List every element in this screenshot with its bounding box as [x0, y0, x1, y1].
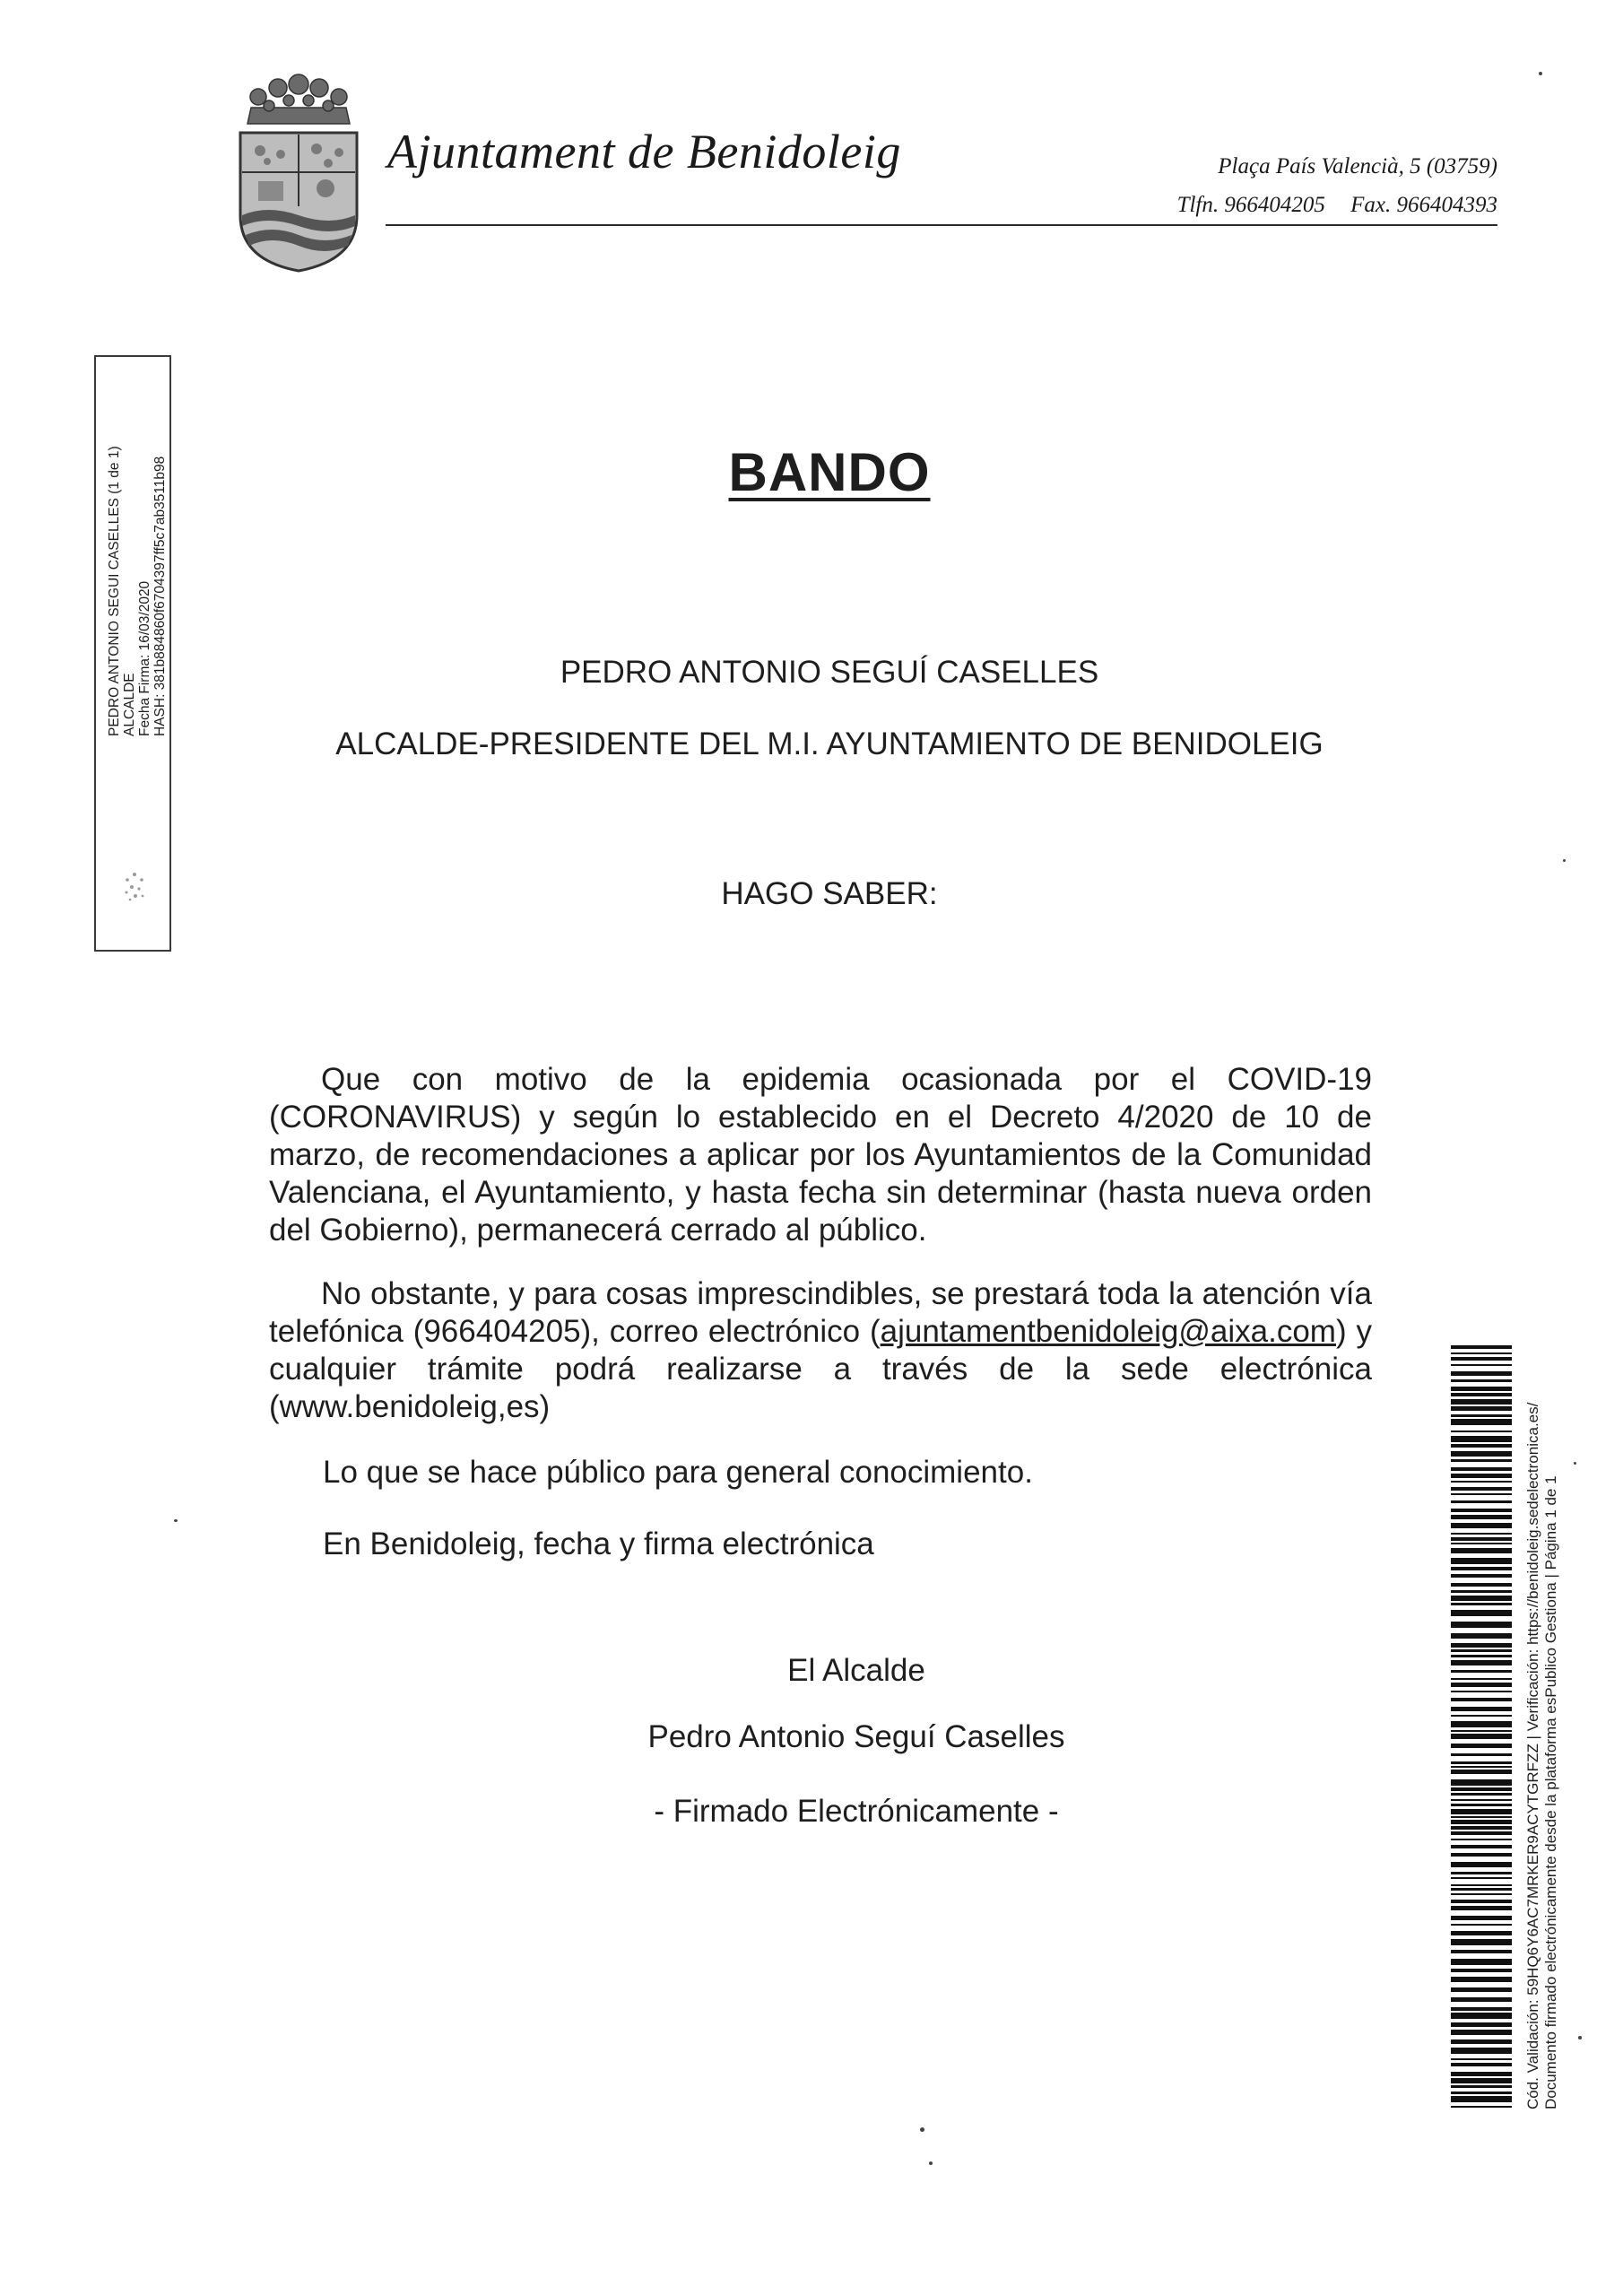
barcode-bar: [1451, 2039, 1512, 2044]
barcode-bar: [1451, 1877, 1512, 1879]
barcode-bar: [1451, 1900, 1512, 1903]
barcode-bar: [1451, 1816, 1512, 1818]
barcode-bar: [1451, 1997, 1512, 2002]
barcode-bar: [1451, 1387, 1512, 1391]
barcode-bar: [1451, 1583, 1512, 1587]
validation-footer: [1524, 1403, 1560, 2109]
barcode-bar: [1451, 2048, 1512, 2054]
barcode-bar: [1451, 1730, 1512, 1732]
barcode-bar: [1451, 2106, 1512, 2108]
barcode-bar: [1451, 1987, 1512, 1992]
fax-number: 966404393: [1396, 193, 1497, 217]
scan-speck: [1578, 2036, 1582, 2039]
barcode-bar: [1451, 1379, 1512, 1382]
place-date-statement: En Benidoleig, fecha y firma electrónica: [323, 1526, 874, 1561]
barcode-bar: [1451, 1906, 1512, 1910]
closing-statement: Lo que se hace público para general conocimiento.: [323, 1455, 1033, 1490]
barcode-bar: [1451, 1523, 1512, 1528]
barcode-bar: [1451, 2058, 1512, 2060]
stamp-line: Fecha Firma: 16/03/2020: [137, 580, 152, 736]
barcode-bar: [1451, 1487, 1512, 1491]
barcode-bar: [1451, 2085, 1512, 2088]
barcode-bar: [1451, 1444, 1512, 1448]
signature-method: - Firmado Electrónicamente -: [654, 1794, 1059, 1829]
barcode-bar: [1451, 1939, 1512, 1945]
barcode-bar: [1451, 1537, 1512, 1541]
barcode-bar: [1451, 1787, 1512, 1791]
barcode-bar: [1451, 1467, 1512, 1471]
signatory-name: Pedro Antonio Seguí Caselles: [647, 1719, 1065, 1754]
barcode-bar: [1451, 1596, 1512, 1601]
barcode-bar: [1451, 2072, 1512, 2076]
municipality-name: Ajuntament de Benidoleig: [387, 125, 901, 178]
barcode-bar: [1451, 1622, 1512, 1628]
barcode-bar: [1451, 1916, 1512, 1920]
barcode-bar: [1451, 1799, 1512, 1801]
header-divider: [386, 224, 1497, 226]
barcode-icon: [1451, 1345, 1512, 2108]
phone-label: Tlfn.: [1176, 193, 1219, 217]
barcode-bar: [1451, 1459, 1512, 1462]
phone-number: 966404205: [1224, 193, 1325, 217]
barcode-bar: [1451, 1670, 1512, 1673]
barcode-bar: [1451, 1533, 1512, 1535]
fax-label: Fax.: [1350, 193, 1392, 217]
paragraph-text: Que con motivo de la epidemia ocasionada por el COVID-19 (CORONAVIRUS) y según lo establecido en el Decreto 4/2020 de 10 de marzo, de recomendaciones a aplicar por los Ayuntamientos de la Comunidad Valenciana, el Ayuntamiento, y hasta fecha sin determinar (hasta nueva orden del Gobierno), permanecerá cerrado al público.: [269, 1062, 1372, 1248]
barcode-bar: [1451, 1950, 1512, 1953]
barcode-bar: [1451, 1414, 1512, 1417]
announcement-heading: HAGO SABER:: [721, 876, 938, 911]
platform-note: Documento firmado electrónicamente desde la plataforma esPublico Gestiona | Página 1 de 1: [1542, 1475, 1559, 2109]
barcode-bar: [1451, 1683, 1512, 1687]
barcode-bar: [1451, 1500, 1512, 1503]
barcode-bar: [1451, 1698, 1512, 1701]
barcode-bar: [1451, 1734, 1512, 1739]
barcode-bar: [1451, 1515, 1512, 1519]
barcode-bar: [1451, 1845, 1512, 1848]
barcode-bar: [1451, 1655, 1512, 1657]
barcode-bar: [1451, 1766, 1512, 1768]
body-paragraph: [269, 1061, 1372, 1249]
barcode-bar: [1451, 1820, 1512, 1824]
barcode-bar: [1451, 2030, 1512, 2035]
barcode-bar: [1451, 1574, 1512, 1578]
scan-speck: [1563, 859, 1566, 862]
barcode-bar: [1451, 1603, 1512, 1605]
barcode-bar: [1451, 1649, 1512, 1652]
barcode-bar: [1451, 1419, 1512, 1425]
barcode-bar: [1451, 1543, 1512, 1544]
barcode-bar: [1451, 1744, 1512, 1748]
barcode-bar: [1451, 1721, 1512, 1727]
barcode-bar: [1451, 1678, 1512, 1680]
barcode-bar: [1451, 1431, 1512, 1432]
stamp-line: ALCALDE: [122, 673, 137, 736]
barcode-bar: [1451, 1779, 1512, 1786]
barcode-bar: [1451, 1352, 1512, 1354]
barcode-bar: [1451, 1839, 1512, 1840]
barcode-bar: [1451, 1345, 1512, 1349]
barcode-bar: [1451, 1831, 1512, 1835]
scan-speck: [1574, 1462, 1576, 1465]
barcode-bar: [1451, 1793, 1512, 1796]
scan-speck: [929, 2161, 933, 2165]
barcode-bar: [1451, 1660, 1512, 1665]
barcode-bar: [1451, 1610, 1512, 1616]
barcode-bar: [1451, 1436, 1512, 1442]
barcode-bar: [1451, 2007, 1512, 2011]
barcode-bar: [1451, 1481, 1512, 1483]
barcode-bar: [1451, 1969, 1512, 1972]
barcode-bar: [1451, 1761, 1512, 1764]
barcode-bar: [1451, 1371, 1512, 1376]
contact-line: [1177, 193, 1497, 218]
barcode-bar: [1451, 1707, 1512, 1711]
barcode-bar: [1451, 1691, 1512, 1692]
barcode-bar: [1451, 1364, 1512, 1366]
issuer-role: ALCALDE-PRESIDENTE DEL M.I. AYUNTAMIENTO DE BENIDOLEIG: [335, 726, 1324, 761]
barcode-bar: [1451, 1977, 1512, 1982]
barcode-bar: [1451, 1451, 1512, 1457]
barcode-bar: [1451, 1770, 1512, 1774]
scan-speck: [174, 1519, 178, 1522]
barcode-bar: [1451, 2096, 1512, 2102]
barcode-bar: [1451, 1893, 1512, 1895]
barcode-bar: [1451, 1804, 1512, 1806]
barcode-bar: [1451, 1809, 1512, 1814]
paragraph-text: ) y cualquier trámite podrá realizarse a través de la sede electrónica (www.benidoleig,es): [269, 1314, 1372, 1424]
barcode-bar: [1451, 1715, 1512, 1717]
barcode-bar: [1451, 1888, 1512, 1891]
barcode-bar: [1451, 1399, 1512, 1405]
barcode-bar: [1451, 1924, 1512, 1926]
address: Plaça País Valencià, 5 (03759): [1218, 154, 1497, 178]
barcode-bar: [1451, 1357, 1512, 1361]
barcode-bar: [1451, 1931, 1512, 1935]
municipal-crest-icon: [231, 72, 366, 274]
barcode-bar: [1451, 2022, 1512, 2027]
body-paragraph: [269, 1275, 1372, 1426]
barcode-bar: [1451, 2092, 1512, 2094]
signatory-role: El Alcalde: [787, 1653, 925, 1688]
barcode-bar: [1451, 1826, 1512, 1830]
barcode-bar: [1451, 1753, 1512, 1756]
issuer-name: PEDRO ANTONIO SEGUÍ CASELLES: [560, 655, 1099, 690]
paragraph-text: No obstante, y para cosas imprescindibles, se prestará toda la atención vía telefónica (966404205), correo electrónico (: [269, 1276, 1372, 1349]
barcode-bar: [1451, 1406, 1512, 1411]
barcode-bar: [1451, 1558, 1512, 1564]
email-link[interactable]: ajuntamentbenidoleig@aixa.com: [880, 1314, 1336, 1349]
barcode-bar: [1451, 1548, 1512, 1553]
validation-code: Cód. Validación: 59HQ6Y6AC7MRKER9ACYTGRFZZ | Verificación: https://benidoleig.sedelectronica.es/: [1524, 1402, 1541, 2109]
barcode-bar: [1451, 2063, 1512, 2066]
barcode-bar: [1451, 1872, 1512, 1874]
barcode-bar: [1451, 1884, 1512, 1886]
barcode-bar: [1451, 1590, 1512, 1593]
scan-speck: [920, 2127, 924, 2132]
barcode-bar: [1451, 1853, 1512, 1857]
barcode-bar: [1451, 1959, 1512, 1965]
barcode-bar: [1451, 1567, 1512, 1570]
barcode-bar: [1451, 1862, 1512, 1867]
barcode-bar: [1451, 1393, 1512, 1396]
barcode-bar: [1451, 1509, 1512, 1512]
stamp-line: PEDRO ANTONIO SEGUI CASELLES (1 de 1): [107, 446, 122, 736]
barcode-bar: [1451, 1474, 1512, 1478]
stamp-line: HASH: 381b884860f6704397ff5c7ab3511b98: [152, 456, 168, 736]
scan-speck: [1539, 72, 1542, 75]
barcode-bar: [1451, 2078, 1512, 2083]
barcode-bar: [1451, 2013, 1512, 2019]
barcode-bar: [1451, 1643, 1512, 1648]
barcode-bar: [1451, 1493, 1512, 1495]
barcode-bar: [1451, 1633, 1512, 1639]
page-title: BANDO: [728, 442, 931, 502]
